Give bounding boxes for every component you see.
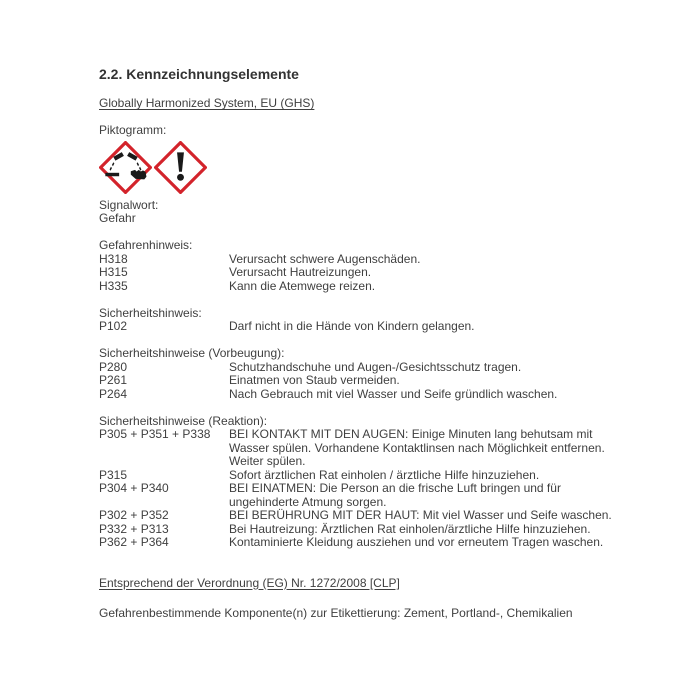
statement-code: P362 + P364 [99, 535, 169, 549]
statement-text: Kontaminierte Kleidung ausziehen und vor erneutem Tragen waschen. [229, 535, 604, 549]
statement-row [99, 523, 614, 537]
statement-code: P264 [99, 386, 128, 401]
statement-text: Sofort ärztlichen Rat einholen / ärztliche Hilfe hinzuziehen. [229, 467, 540, 482]
statement-row [99, 469, 614, 483]
section-label: Sicherheitshinweise (Reaktion): [99, 413, 268, 428]
statement-text: Nach Gebrauch mit viel Wasser und Seife gründlich waschen. [229, 386, 558, 401]
precautionary-statement-section [99, 307, 614, 334]
statement-text: Kann die Atemwege reizen. [229, 278, 376, 293]
ghs07-exclamation-icon [154, 141, 207, 194]
statement-text: Darf nicht in die Hände von Kindern gelangen. [229, 319, 475, 333]
statement-row [99, 482, 614, 509]
section-label: Sicherheitshinweise (Vorbeugung): [99, 346, 285, 360]
hazard-components-line: Gefahrenbestimmende Komponente(n) zur Etikettierung: Zement, Portland-, Chemikalien [99, 606, 573, 620]
hazard-statements-section [99, 239, 614, 293]
statement-code: H315 [99, 265, 128, 279]
statement-text: BEI KONTAKT MIT DEN AUGEN: Einige Minuten lang behutsam mit Wasser spülen. Vorhandene Kontaktlinsen nach Möglichkeit entfernen. Weiter spülen. [229, 427, 605, 468]
statement-row [99, 361, 614, 375]
section-title: 2.2. Kennzeichnungselemente [99, 66, 299, 82]
signal-word-label: Signalwort: [99, 197, 159, 212]
statement-code: P332 + P313 [99, 521, 169, 536]
statement-code: P261 [99, 373, 128, 387]
pictogram-label: Piktogramm: [99, 123, 167, 137]
signal-word-block [99, 199, 614, 226]
statement-row [99, 374, 614, 388]
statement-text: Schutzhandschuhe und Augen-/Gesichtsschutz tragen. [229, 359, 522, 374]
pictogram-row [99, 141, 614, 194]
statement-row [99, 509, 614, 523]
statement-row [99, 253, 614, 267]
signal-word-value: Gefahr [99, 211, 136, 225]
statement-row [99, 266, 614, 280]
regulation-heading: Entsprechend der Verordnung (EG) Nr. 1272/2008 [CLP] [99, 575, 400, 590]
statement-row [99, 428, 614, 469]
statement-code: P305 + P351 + P338 [99, 427, 211, 441]
statement-code: P302 + P352 [99, 508, 169, 522]
statement-text: BEI EINATMEN: Die Person an die frische Luft bringen und für ungehinderte Atmung sorgen. [229, 481, 561, 509]
statement-code: H335 [99, 278, 128, 293]
statement-code: P280 [99, 359, 128, 374]
ghs-heading: Globally Harmonized System, EU (GHS) [99, 96, 315, 110]
ghs05-corrosion-icon [99, 141, 152, 194]
statement-code: P102 [99, 319, 128, 333]
section-label: Gefahrenhinweis: [99, 238, 193, 252]
section-label: Sicherheitshinweis: [99, 305, 202, 320]
statement-text: Verursacht schwere Augenschäden. [229, 251, 421, 266]
statement-text: BEI BERÜHRUNG MIT DER HAUT: Mit viel Wasser und Seife waschen. [229, 508, 612, 522]
response-statements-section [99, 415, 614, 550]
statement-code: P304 + P340 [99, 481, 169, 495]
statement-row [99, 388, 614, 402]
statement-row [99, 536, 614, 550]
statement-code: H318 [99, 251, 128, 266]
statement-text: Einatmen von Staub vermeiden. [229, 373, 400, 387]
statement-row [99, 280, 614, 294]
statement-row [99, 320, 614, 334]
statement-code: P315 [99, 467, 128, 482]
prevention-statements-section [99, 347, 614, 401]
statement-text: Verursacht Hautreizungen. [229, 265, 372, 279]
statement-text: Bei Hautreizung: Ärztlichen Rat einholen/ärztliche Hilfe hinzuziehen. [229, 521, 591, 536]
